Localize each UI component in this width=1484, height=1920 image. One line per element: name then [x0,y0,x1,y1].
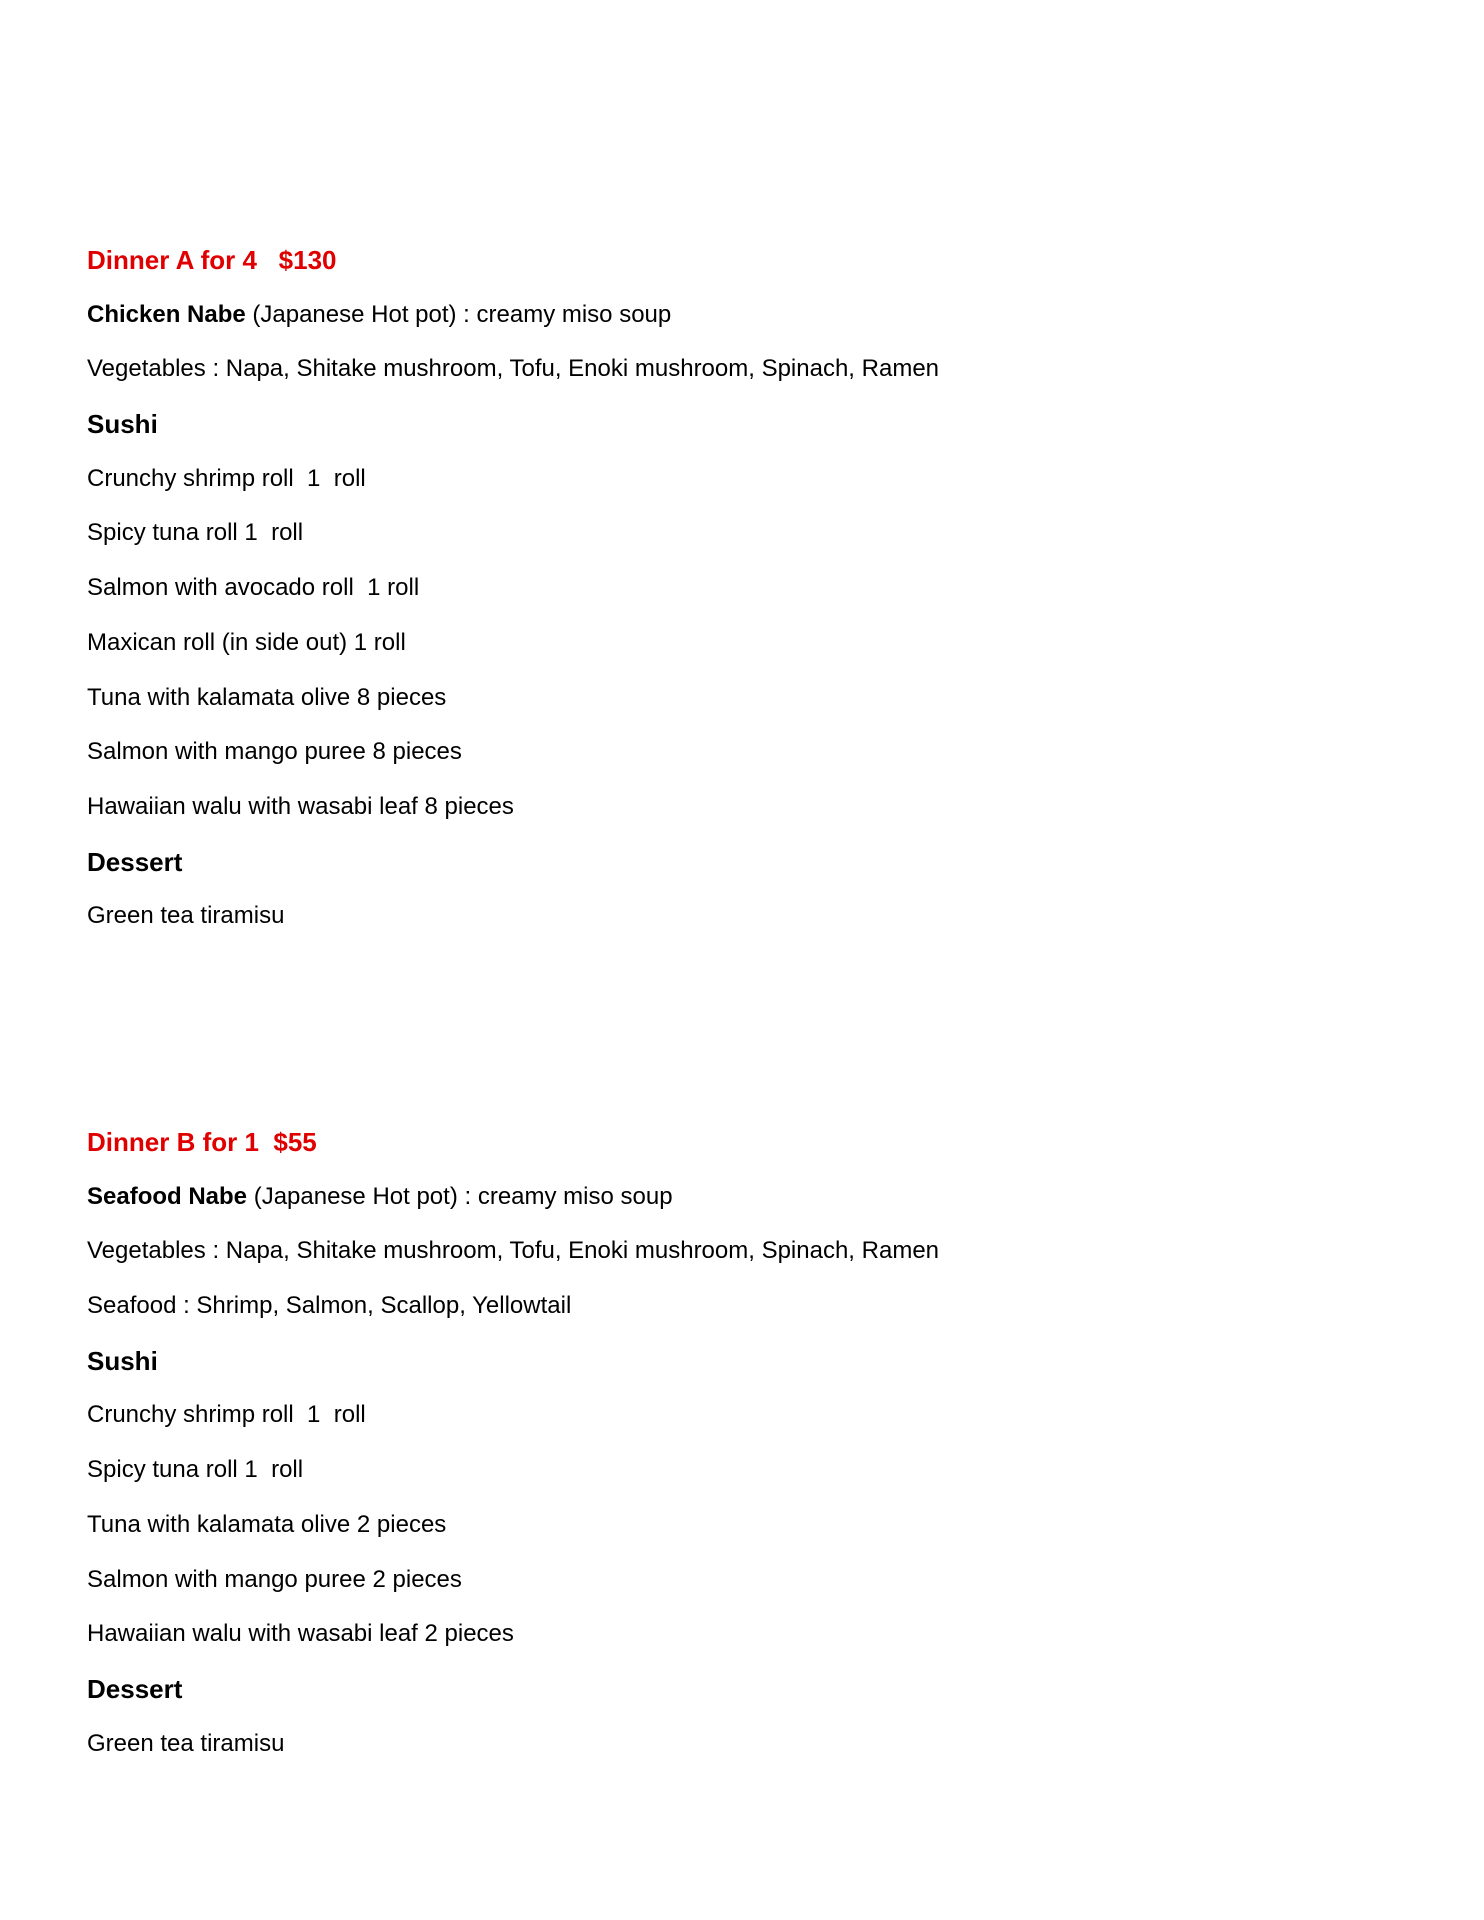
dinner-a-sushi-item: Salmon with avocado roll 1 roll [87,574,420,602]
dinner-b-menu [87,1127,1287,1783]
dinner-a-vegetables: Vegetables : Napa, Shitake mushroom, Tofu, Enoki mushroom, Spinach, Ramen [87,355,940,383]
dinner-b-sushi-item: Crunchy shrimp roll 1 roll [87,1401,366,1429]
dinner-b-sushi-item: Hawaiian walu with wasabi leaf 2 pieces [87,1620,514,1648]
dinner-b-sushi-item: Salmon with mango puree 2 pieces [87,1565,462,1593]
dinner-b-sushi-heading: Sushi [87,1345,158,1376]
dinner-a-menu [87,245,1287,956]
dinner-a-sushi-item: Spicy tuna roll 1 roll [87,519,304,547]
dinner-b-nabe-name: Seafood Nabe [87,1182,248,1210]
dinner-a-dessert-heading: Dessert [87,846,183,877]
dinner-b-seafood: Seafood : Shrimp, Salmon, Scallop, Yellowtail [87,1292,572,1320]
dinner-b-dessert-heading: Dessert [87,1673,183,1704]
dinner-b-nabe [87,1182,1287,1212]
dinner-b-sushi-item: Spicy tuna roll 1 roll [87,1456,304,1484]
dinner-a-nabe-name: Chicken Nabe [87,300,246,328]
dinner-a-sushi-heading: Sushi [87,409,158,440]
dinner-b-title: Dinner B for 1 $55 [87,1127,317,1157]
dinner-a-dessert-item: Green tea tiramisu [87,902,285,930]
dinner-a-nabe-description: (Japanese Hot pot) : creamy miso soup [245,300,672,328]
dinner-b-sushi-item: Tuna with kalamata olive 2 pieces [87,1510,447,1538]
dinner-a-title: Dinner A for 4 $130 [87,245,337,275]
dinner-a-nabe [87,300,1287,330]
dinner-b-dessert-item: Green tea tiramisu [87,1729,285,1757]
dinner-b-vegetables: Vegetables : Napa, Shitake mushroom, Tofu, Enoki mushroom, Spinach, Ramen [87,1237,940,1265]
dinner-a-sushi-item: Tuna with kalamata olive 8 pieces [87,683,447,711]
dinner-a-sushi-item: Maxican roll (in side out) 1 roll [87,628,406,656]
dinner-a-sushi-item: Hawaiian walu with wasabi leaf 8 pieces [87,792,514,820]
dinner-a-sushi-item: Salmon with mango puree 8 pieces [87,738,462,766]
dinner-a-sushi-item: Crunchy shrimp roll 1 roll [87,464,366,492]
dinner-b-nabe-description: (Japanese Hot pot) : creamy miso soup [247,1182,673,1210]
